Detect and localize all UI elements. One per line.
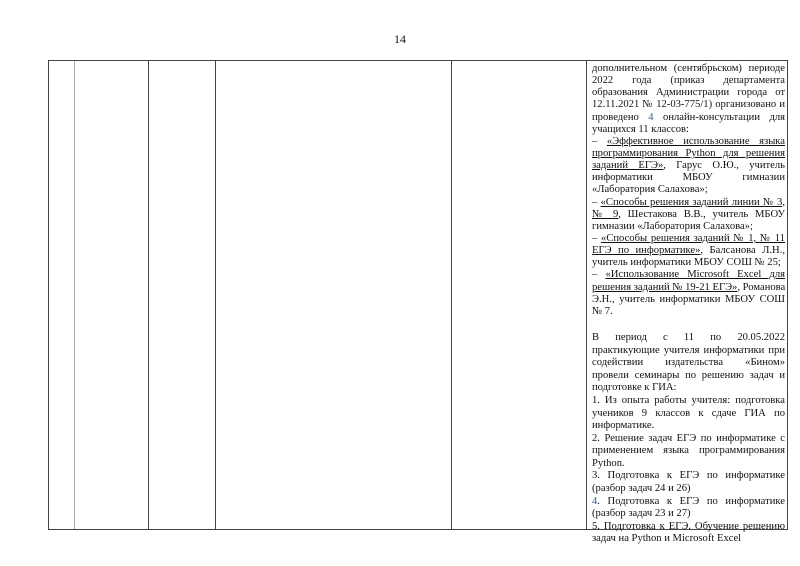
text-segment: 2. Решение задач ЕГЭ по информатике с <box>592 432 785 444</box>
underlined-title: № 9 <box>592 208 619 220</box>
text-line <box>592 269 785 281</box>
text-line <box>592 332 785 345</box>
text-segment: (разбор задач 24 и 26) <box>592 483 691 495</box>
activities-cell <box>592 63 785 546</box>
underlined-title: заданий ЕГЭ» <box>592 160 664 172</box>
text-line <box>592 112 785 124</box>
text-segment: провели семинары по решению задач и <box>592 369 785 381</box>
text-line <box>592 124 785 136</box>
text-segment: учеников 9 классов к сдаче ГИА по <box>592 407 785 419</box>
text-line <box>592 395 785 408</box>
text-line <box>592 433 785 446</box>
text-segment: Python. <box>592 457 625 469</box>
text-line <box>592 458 785 471</box>
text-segment: подготовке к ГИА: <box>592 382 677 394</box>
underlined-title: решения заданий № 19-21 ЕГЭ» <box>592 281 738 293</box>
text-line <box>592 306 785 318</box>
text-segment: учитель информатики МБОУ СОШ № 25; <box>592 257 781 269</box>
page-number: 14 <box>394 32 406 46</box>
text-line <box>592 470 785 483</box>
text-line <box>592 533 785 546</box>
text-line <box>592 184 785 196</box>
text-segment: гимназии «Лаборатория Салахова»; <box>592 220 753 232</box>
text-segment: 12.11.2021 № 12-03-775/1) организовано и <box>592 99 785 111</box>
text-segment: информатики МБОУ гимназии <box>592 172 785 184</box>
text-segment: – <box>592 269 606 281</box>
text-line <box>592 483 785 496</box>
column-divider <box>74 61 75 529</box>
text-segment: (разбор задач 23 и 27) <box>592 508 691 520</box>
text-line <box>592 87 785 99</box>
text-segment: – <box>592 135 607 147</box>
text-line <box>592 160 785 172</box>
text-line <box>592 408 785 421</box>
text-line <box>592 209 785 221</box>
text-segment: проведено <box>592 111 649 123</box>
text-segment: учащихся 11 классов: <box>592 123 689 135</box>
column-divider <box>215 61 216 529</box>
text-line <box>592 382 785 395</box>
text-segment: , Балсанова Л.Н., <box>700 245 785 257</box>
text-line <box>592 172 785 184</box>
text-segment: , Гарус О.Ю., учитель <box>663 160 785 172</box>
text-segment: – <box>592 232 602 244</box>
underlined-title: «Способы решения заданий № 1, № 11 <box>601 232 785 244</box>
text-line <box>592 197 785 209</box>
text-segment: информатике. <box>592 420 655 432</box>
underlined-title: ЕГЭ по информатике» <box>592 245 701 257</box>
text-segment: – <box>592 196 601 208</box>
underlined-title: программирования Python для решения <box>592 147 785 159</box>
text-line <box>592 63 785 75</box>
text-segment: Э.Н., учитель информатики МБОУ СОШ <box>592 293 785 305</box>
text-segment: № 7. <box>592 305 613 317</box>
text-segment: 5. Подготовка к ЕГЭ. Обучение решению <box>592 520 785 532</box>
text-line <box>592 496 785 509</box>
document-table <box>48 60 788 545</box>
text-segment: задач на Python и Microsoft Excel <box>592 533 742 545</box>
text-segment: , Шестакова В.В., учитель МБОУ <box>618 208 785 220</box>
text-line <box>592 345 785 358</box>
text-line <box>592 445 785 458</box>
text-line <box>592 75 785 87</box>
text-segment: , Романова <box>737 281 786 293</box>
text-line <box>592 370 785 383</box>
text-line <box>592 148 785 160</box>
underlined-title: «Эффективное использование языка <box>606 135 785 147</box>
text-line <box>592 221 785 233</box>
text-segment: 3. Подготовка к ЕГЭ по информатике <box>592 470 785 482</box>
text-line <box>592 245 785 257</box>
text-segment: В период с 11 по 20.05.2022 <box>592 331 785 343</box>
text-segment: применением языка программирования <box>592 445 785 457</box>
underlined-title: «Способы решения заданий линии № 3, <box>600 196 785 208</box>
text-line <box>592 282 785 294</box>
text-line <box>592 136 785 148</box>
text-segment: 1. Из опыта работы учителя: подготовка <box>592 394 785 406</box>
column-divider <box>586 61 587 529</box>
column-divider <box>148 61 149 529</box>
text-line <box>592 257 785 269</box>
column-divider <box>451 61 452 529</box>
text-segment: «Лаборатория Салахова»; <box>592 184 708 196</box>
text-segment: 2022 года (приказ департамента <box>592 75 785 87</box>
underlined-title: «Использование Microsoft Excel для <box>605 269 785 281</box>
text-line <box>592 233 785 245</box>
text-line <box>592 521 785 534</box>
text-segment: онлайн-консультации для <box>653 111 785 123</box>
text-line <box>592 318 785 332</box>
text-segment: образования Администрации города от <box>592 87 785 99</box>
text-line <box>592 508 785 521</box>
text-segment: дополнительном (сентябрьском) периоде <box>592 63 785 74</box>
text-segment: 4 <box>592 495 598 507</box>
text-segment: 4 <box>648 111 654 123</box>
text-segment: . Подготовка к ЕГЭ по информатике <box>597 495 785 507</box>
text-line <box>592 99 785 111</box>
text-line <box>592 294 785 306</box>
text-segment: содействии издательства «Бином» <box>592 357 785 369</box>
text-line <box>592 357 785 370</box>
text-line <box>592 420 785 433</box>
text-segment: практикующие учителя информатики при <box>592 344 785 356</box>
